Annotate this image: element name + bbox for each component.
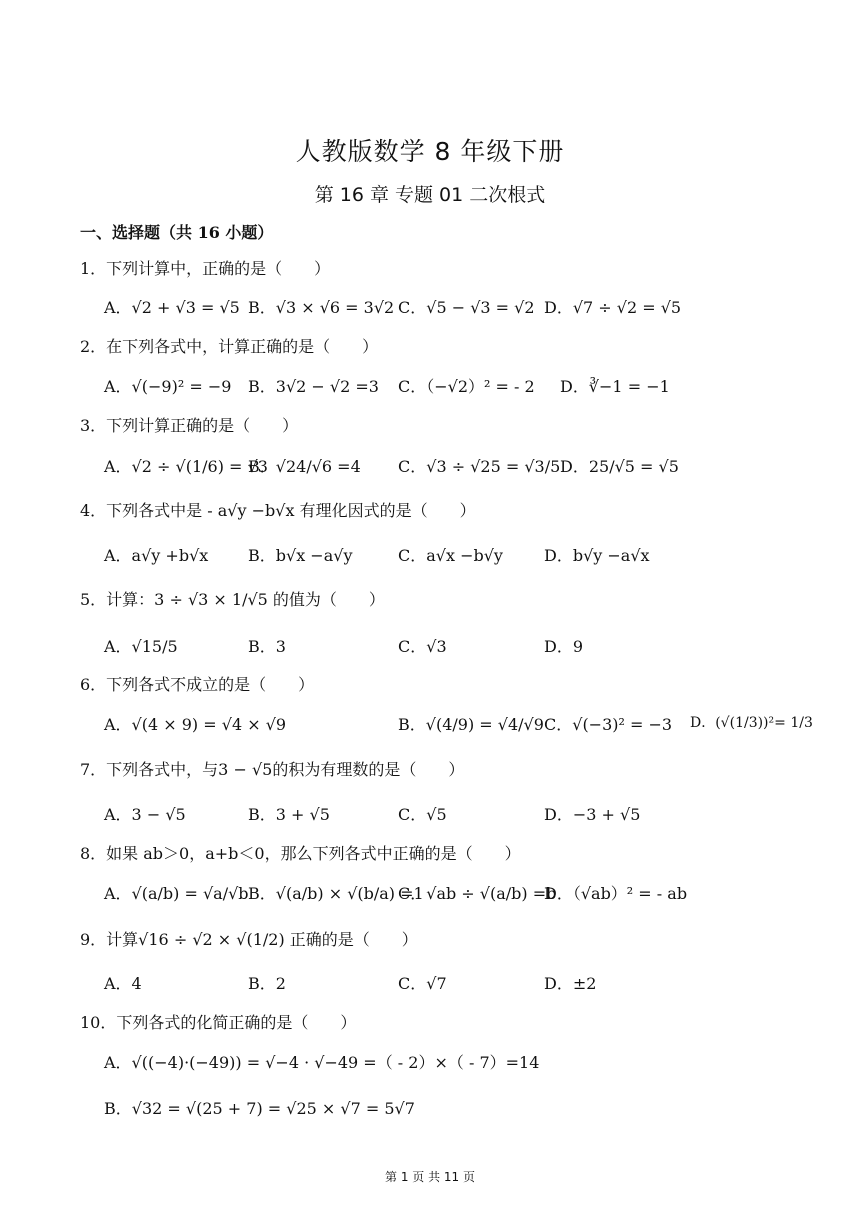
q4-option-c: C．a√x −b√y <box>398 546 503 565</box>
q2-option-d: D．∛−1 = −1 <box>560 377 670 396</box>
question-7-stem: 7．下列各式中，与3 − √5的积为有理数的是（ ） <box>80 760 465 779</box>
q3-option-c: C．√3 ÷ √25 = √3/5 <box>398 457 561 476</box>
question-2-stem: 2．在下列各式中，计算正确的是（ ） <box>80 337 379 356</box>
q1-option-c: C．√5 − √3 = √2 <box>398 298 535 317</box>
q2-option-a: A．√(−9)² = −9 <box>104 377 232 396</box>
q4-option-a: A．a√y +b√x <box>104 546 209 565</box>
q7-option-c: C．√5 <box>398 805 447 824</box>
question-8-stem: 8．如果 ab＞0，a+b＜0，那么下列各式中正确的是（ ） <box>80 844 521 863</box>
question-3-stem: 3．下列计算正确的是（ ） <box>80 416 299 435</box>
page-footer: 第 1 页 共 11 页 <box>385 1170 475 1184</box>
q5-option-d: D．9 <box>544 637 584 656</box>
page-title: 人教版数学 8 年级下册 <box>295 137 565 166</box>
q5-option-a: A．√15/5 <box>104 637 178 656</box>
q4-option-b: B．b√x −a√y <box>248 546 353 565</box>
question-4-stem: 4．下列各式中是 - a√y −b√x 有理化因式的是（ ） <box>80 501 476 520</box>
q7-option-a: A．3 − √5 <box>104 805 186 824</box>
question-9-stem: 9．计算√16 ÷ √2 × √(1/2) 正确的是（ ） <box>80 930 418 949</box>
q1-option-d: D．√7 ÷ √2 = √5 <box>544 298 682 317</box>
q7-option-d: D．−3 + √5 <box>544 805 641 824</box>
q3-option-a: A．√2 ÷ √(1/6) = √3 <box>104 457 268 476</box>
q6-option-c: C．√(−3)² = −3 <box>544 715 673 734</box>
q9-option-c: C．√7 <box>398 974 447 993</box>
q2-option-c: C．（−√2）² = - 2 <box>398 377 535 396</box>
q1-option-a: A．√2 + √3 = √5 <box>104 298 240 317</box>
q5-option-c: C．√3 <box>398 637 447 656</box>
question-5-stem: 5．计算：3 ÷ √3 × 1/√5 的值为（ ） <box>80 590 385 609</box>
q8-option-a: A．√(a/b) = √a/√b <box>104 884 249 903</box>
q6-option-d: D．(√(1/3))²= 1/3 <box>690 715 813 731</box>
q5-option-b: B．3 <box>248 637 286 656</box>
q6-option-a: A．√(4 × 9) = √4 × √9 <box>104 715 287 734</box>
question-1-stem: 1．下列计算中，正确的是（ ） <box>80 259 331 278</box>
q3-option-d: D．25/√5 = √5 <box>560 457 679 476</box>
q9-option-d: D．±2 <box>544 974 597 993</box>
section-heading: 一、选择题（共 16 小题） <box>80 223 274 242</box>
q10-option-a: A．√((−4)·(−49)) = √−4 · √−49 =（ - 2）×（ - 7）=14 <box>104 1053 540 1072</box>
q6-option-b: B．√(4/9) = √4/√9 <box>398 715 544 734</box>
q8-option-c: C．√ab ÷ √(a/b) =b <box>398 884 557 903</box>
q2-option-b: B．3√2 − √2 =3 <box>248 377 379 396</box>
q8-option-b: B．√(a/b) × √(b/a) =1 <box>248 884 424 903</box>
q9-option-b: B．2 <box>248 974 286 993</box>
page-subtitle: 第 16 章 专题 01 二次根式 <box>314 184 546 206</box>
q9-option-a: A．4 <box>104 974 142 993</box>
q8-option-d: D．（√ab）² = - ab <box>544 884 688 903</box>
question-10-stem: 10．下列各式的化简正确的是（ ） <box>80 1013 357 1032</box>
q4-option-d: D．b√y −a√x <box>544 546 650 565</box>
question-6-stem: 6．下列各式不成立的是（ ） <box>80 675 315 694</box>
q7-option-b: B．3 + √5 <box>248 805 330 824</box>
q10-option-b: B．√32 = √(25 + 7) = √25 × √7 = 5√7 <box>104 1099 415 1118</box>
q3-option-b: B．√24/√6 =4 <box>248 457 361 476</box>
q1-option-b: B．√3 × √6 = 3√2 <box>248 298 395 317</box>
